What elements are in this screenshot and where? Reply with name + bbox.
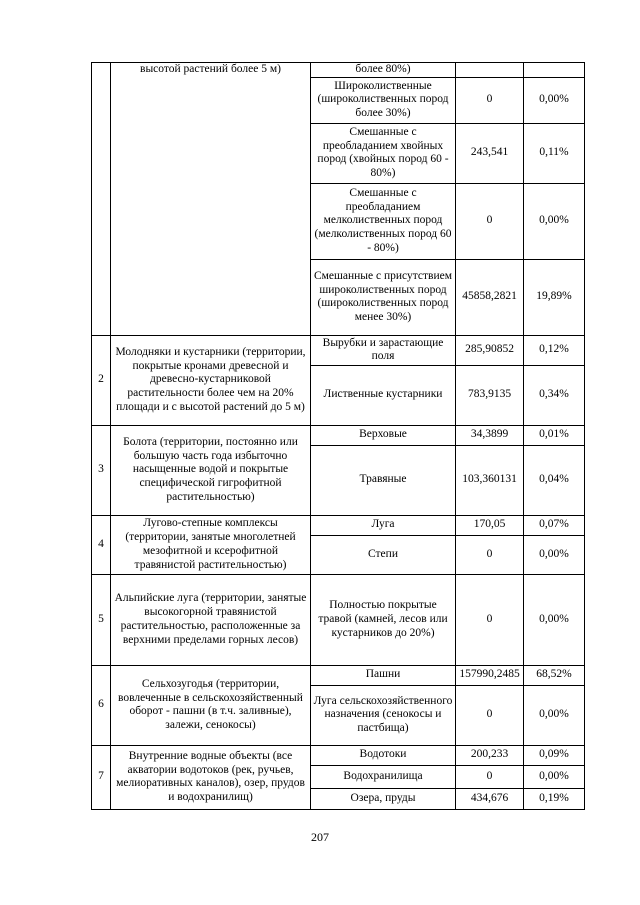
area-cell: 34,3899 — [456, 425, 524, 445]
subcategory-cell: Озера, пруды — [311, 788, 456, 809]
area-cell: 45858,2821 — [456, 259, 524, 335]
subcategory-cell: Смешанные с преобладанием хвойных пород (хвойных пород 60 - 80%) — [311, 123, 456, 183]
subcategory-cell: Пашни — [311, 665, 456, 685]
table-row — [92, 515, 585, 535]
subcategory-cell: Водохранилища — [311, 765, 456, 788]
category-description: Сельхозугодья (территории, вовлеченные в сельскохозяйственный оборот - пашни (в т.ч. заливные), залежи, сенокосы) — [111, 665, 311, 745]
percent-cell: 0,00% — [524, 765, 585, 788]
category-description: Лугово-степные комплексы (территории, занятые многолетней мезофитной и ксерофитной травянистой растительностью) — [111, 515, 311, 574]
area-cell: 170,05 — [456, 515, 524, 535]
row-number: 3 — [92, 425, 111, 515]
subcategory-cell: Луга сельскохозяйственного назначения (сенокосы и пастбища) — [311, 685, 456, 745]
area-cell: 243,541 — [456, 123, 524, 183]
percent-cell: 68,52% — [524, 665, 585, 685]
percent-cell: 0,07% — [524, 515, 585, 535]
table-row — [92, 63, 585, 78]
subcategory-cell: Вырубки и зарастающие поля — [311, 335, 456, 365]
subcategory-cell: Полностью покрытые травой (камней, лесов или кустарников до 20%) — [311, 574, 456, 665]
area-cell: 0 — [456, 77, 524, 123]
area-cell: 157990,2485 — [456, 665, 524, 685]
table-row — [92, 665, 585, 685]
land-cover-table — [91, 62, 585, 810]
area-cell: 0 — [456, 183, 524, 259]
percent-cell: 0,00% — [524, 685, 585, 745]
subcategory-cell: Степи — [311, 535, 456, 574]
row-number: 7 — [92, 745, 111, 809]
category-description: Молодняки и кустарники (территории, покрытые кронами древесной и древесно-кустарниковой растительности более чем на 20% площади и с высотой растений до 5 м) — [111, 335, 311, 425]
percent-cell: 0,01% — [524, 425, 585, 445]
percent-cell: 0,00% — [524, 574, 585, 665]
area-cell: 0 — [456, 574, 524, 665]
subcategory-cell: Травяные — [311, 445, 456, 515]
area-cell: 0 — [456, 765, 524, 788]
area-cell: 783,9135 — [456, 365, 524, 425]
percent-cell — [524, 63, 585, 78]
subcategory-cell: Широколиственные (широколиственных пород более 30%) — [311, 77, 456, 123]
table-row — [92, 745, 585, 765]
area-cell: 0 — [456, 685, 524, 745]
percent-cell: 0,00% — [524, 183, 585, 259]
percent-cell: 0,12% — [524, 335, 585, 365]
row-number — [92, 63, 111, 336]
percent-cell: 0,04% — [524, 445, 585, 515]
category-description: Альпийские луга (территории, занятые высокогорной травянистой растительностью, расположенные за верхними пределами горных лесов) — [111, 574, 311, 665]
percent-cell: 0,19% — [524, 788, 585, 809]
percent-cell: 0,00% — [524, 535, 585, 574]
area-cell: 285,90852 — [456, 335, 524, 365]
area-cell: 103,360131 — [456, 445, 524, 515]
row-number: 6 — [92, 665, 111, 745]
subcategory-cell: Водотоки — [311, 745, 456, 765]
area-cell: 200,233 — [456, 745, 524, 765]
category-description: Болота (территории, постоянно или большую часть года избыточно насыщенные водой и покрытые специфической гигрофитной растительностью) — [111, 425, 311, 515]
subcategory-cell: Смешанные с преобладанием мелколиственных пород (мелколиственных пород 60 - 80%) — [311, 183, 456, 259]
row-number: 5 — [92, 574, 111, 665]
percent-cell: 0,11% — [524, 123, 585, 183]
table-row — [92, 425, 585, 445]
percent-cell: 19,89% — [524, 259, 585, 335]
percent-cell: 0,00% — [524, 77, 585, 123]
row-number: 2 — [92, 335, 111, 425]
area-cell: 0 — [456, 535, 524, 574]
subcategory-cell: Луга — [311, 515, 456, 535]
area-cell — [456, 63, 524, 78]
category-description: высотой растений более 5 м) — [111, 63, 311, 336]
subcategory-cell: Смешанные с присутствием широколиственных пород (широколиственных пород менее 30%) — [311, 259, 456, 335]
row-number: 4 — [92, 515, 111, 574]
category-description: Внутренние водные объекты (все акватории водотоков (рек, ручьев, мелиоративных каналов), озер, прудов и водохранилищ) — [111, 745, 311, 809]
subcategory-cell: Лиственные кустарники — [311, 365, 456, 425]
subcategory-cell: Верховые — [311, 425, 456, 445]
table-row — [92, 574, 585, 665]
table-row — [92, 335, 585, 365]
percent-cell: 0,34% — [524, 365, 585, 425]
subcategory-cell: более 80%) — [311, 63, 456, 78]
percent-cell: 0,09% — [524, 745, 585, 765]
area-cell: 434,676 — [456, 788, 524, 809]
page-number: 207 — [311, 830, 329, 844]
